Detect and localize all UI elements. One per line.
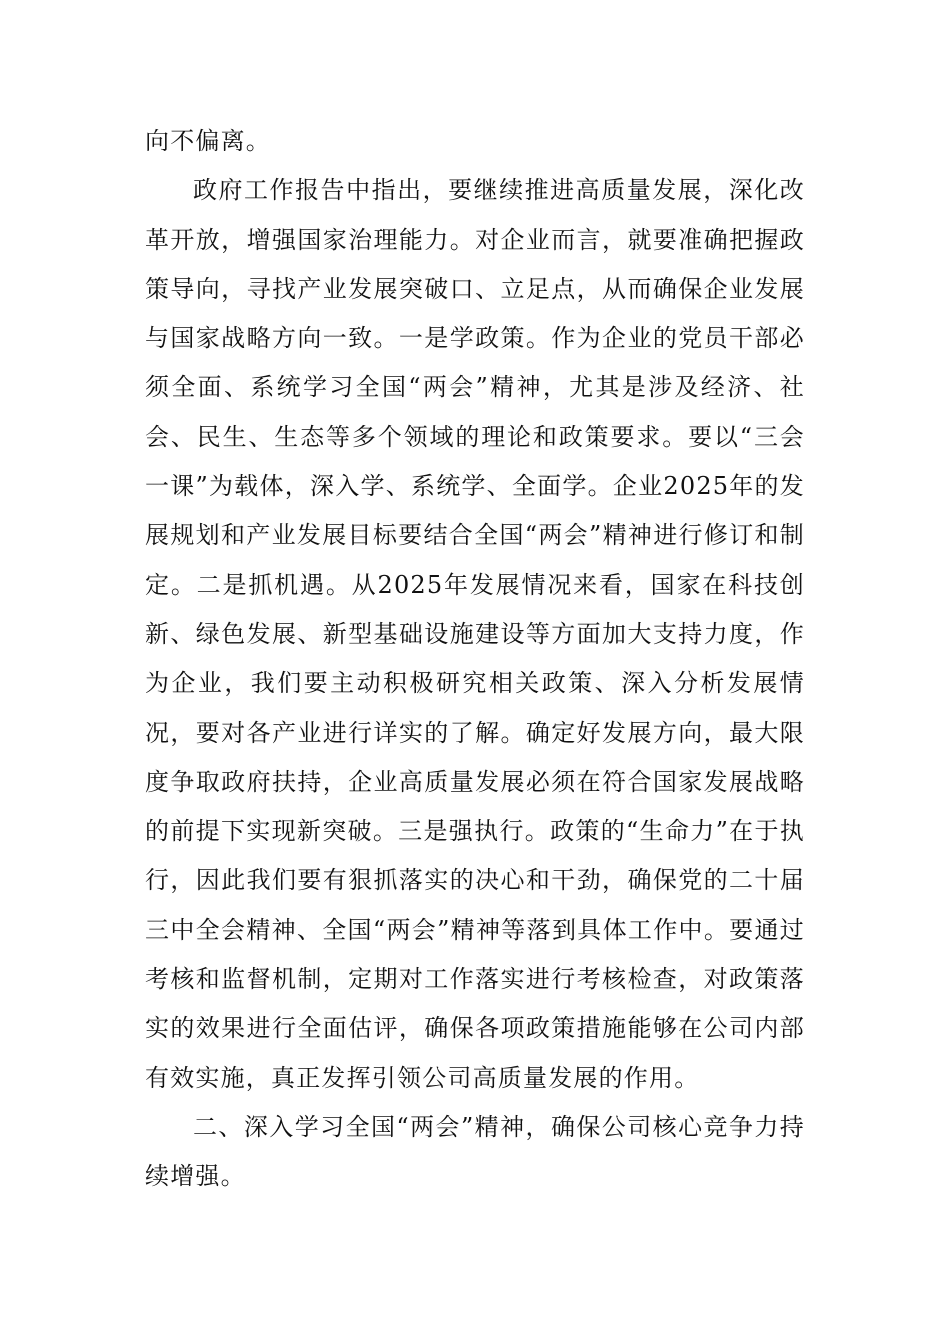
paragraph-continuation: 向不偏离。: [145, 127, 271, 155]
section-heading-two: 二、深入学习全国“两会”精神，确保公司核心竞争力持续增强。: [145, 1112, 805, 1191]
paragraph-policy: 政府工作报告中指出，要继续推进高质量发展，深化改革开放，增强国家治理能力。对企业而言，就要准确把握政策导向，寻找产业发展突破口、立足点，从而确保企业发展与国家战略方向一致。一是学政策。作为企业的党员干部必须全面、系统学习全国“两会”精神，尤其是涉及经济、社会、民生、生态等多个领域的理论和政策要求。要以“三会一课”为载体，深入学、系统学、全面学。企业2025年的发展规划和产业发展目标要结合全国“两会”精神进行修订和制定。二是抓机遇。从2025年发展情况来看，国家在科技创新、绿色发展、新型基础设施建设等方面加大支持力度，作为企业，我们要主动积极研究相关政策、深入分析发展情况，要对各产业进行详实的了解。确定好发展方向，最大限度争取政府扶持，企业高质量发展必须在符合国家发展战略的前提下实现新突破。三是强执行。政策的“生命力”在于执行，因此我们要有狠抓落实的决心和干劲，确保党的二十届三中全会精神、全国“两会”精神等落到具体工作中。要通过考核和监督机制，定期对工作落实进行考核检查，对政策落实的效果进行全面估评，确保各项政策措施能够在公司内部有效实施，真正发挥引领公司高质量发展的作用。: [145, 176, 805, 1092]
document-body: [145, 117, 805, 1202]
